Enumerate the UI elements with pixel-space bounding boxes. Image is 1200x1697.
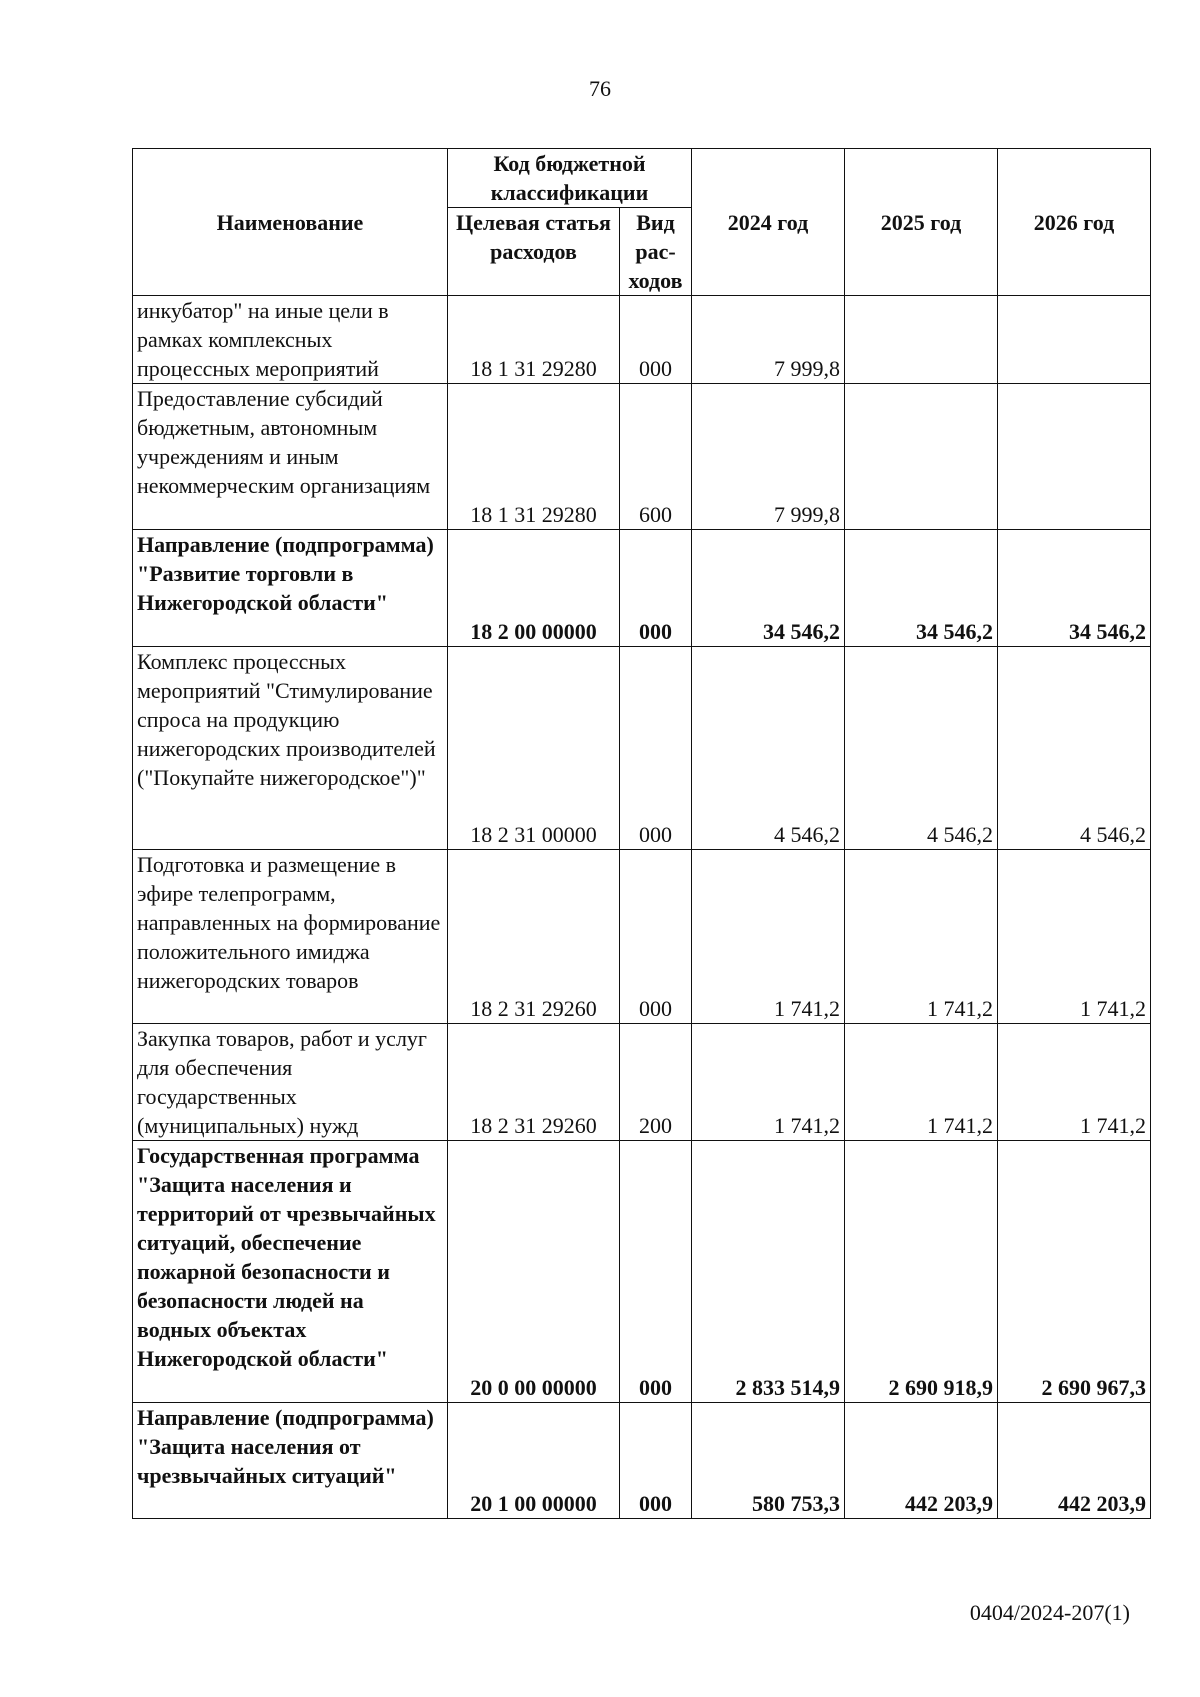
row-2026: 1 741,2	[998, 1024, 1151, 1141]
row-code: 18 2 00 00000	[448, 530, 620, 647]
row-name: Государственная программа "Защита населения и территорий от чрезвычайных ситуаций, обеспечение пожарной безопасности и безопасности людей на водных объектах Нижегородской области"	[133, 1141, 448, 1403]
row-name: Направление (подпрограмма) "Защита населения от чрезвычайных ситуаций"	[133, 1403, 448, 1519]
document-id: 0404/2024-207(1)	[969, 1600, 1130, 1625]
row-2026	[998, 384, 1151, 530]
row-name: Подготовка и размещение в эфире телепрограмм, направленных на формирование положительного имиджа нижегородских товаров	[133, 850, 448, 1024]
row-name: Направление (подпрограмма) "Развитие торговли в Нижегородской области"	[133, 530, 448, 647]
header-kind: Вид рас-ходов	[620, 208, 692, 296]
row-kind: 000	[620, 1403, 692, 1519]
header-2026: 2026 год	[998, 149, 1151, 296]
header-2024: 2024 год	[692, 149, 845, 296]
row-2025	[845, 296, 998, 384]
row-2026: 442 203,9	[998, 1403, 1151, 1519]
row-2026: 4 546,2	[998, 647, 1151, 850]
row-name: Предоставление субсидий бюджетным, автономным учреждениям и иным некоммерческим организациям	[133, 384, 448, 530]
row-kind: 000	[620, 647, 692, 850]
row-2024: 580 753,3	[692, 1403, 845, 1519]
row-kind: 000	[620, 296, 692, 384]
row-2025: 2 690 918,9	[845, 1141, 998, 1403]
row-2025: 34 546,2	[845, 530, 998, 647]
row-2024: 7 999,8	[692, 384, 845, 530]
row-2024: 1 741,2	[692, 850, 845, 1024]
row-2025: 442 203,9	[845, 1403, 998, 1519]
row-code: 18 2 31 29260	[448, 1024, 620, 1141]
budget-table	[132, 148, 1151, 1519]
header-target: Целевая статья расходов	[448, 208, 620, 296]
header-2025: 2025 год	[845, 149, 998, 296]
header-name: Наименование	[133, 149, 448, 296]
row-2025	[845, 384, 998, 530]
row-kind: 000	[620, 530, 692, 647]
row-2024: 4 546,2	[692, 647, 845, 850]
row-kind: 200	[620, 1024, 692, 1141]
row-2026: 34 546,2	[998, 530, 1151, 647]
row-2025: 1 741,2	[845, 850, 998, 1024]
table-row	[133, 530, 1151, 647]
table-row	[133, 850, 1151, 1024]
row-2026: 2 690 967,3	[998, 1141, 1151, 1403]
row-code: 18 1 31 29280	[448, 384, 620, 530]
row-kind: 600	[620, 384, 692, 530]
row-name: инкубатор" на иные цели в рамках комплексных процессных мероприятий	[133, 296, 448, 384]
row-code: 20 0 00 00000	[448, 1141, 620, 1403]
row-code: 18 2 31 29260	[448, 850, 620, 1024]
table-row	[133, 1403, 1151, 1519]
table-header	[133, 149, 1151, 296]
header-kbk: Код бюджетной классификации	[448, 149, 692, 208]
row-name: Комплекс процессных мероприятий "Стимулирование спроса на продукцию нижегородских производителей ("Покупайте нижегородское")"	[133, 647, 448, 850]
row-2025: 1 741,2	[845, 1024, 998, 1141]
row-code: 20 1 00 00000	[448, 1403, 620, 1519]
table-row	[133, 647, 1151, 850]
row-2024: 7 999,8	[692, 296, 845, 384]
table-row	[133, 384, 1151, 530]
row-code: 18 2 31 00000	[448, 647, 620, 850]
table-row	[133, 1141, 1151, 1403]
row-code: 18 1 31 29280	[448, 296, 620, 384]
row-2025: 4 546,2	[845, 647, 998, 850]
row-2024: 2 833 514,9	[692, 1141, 845, 1403]
row-2024: 34 546,2	[692, 530, 845, 647]
page-number: 76	[589, 76, 611, 101]
table-row	[133, 296, 1151, 384]
row-name: Закупка товаров, работ и услуг для обеспечения государственных (муниципальных) нужд	[133, 1024, 448, 1141]
row-kind: 000	[620, 1141, 692, 1403]
row-2026: 1 741,2	[998, 850, 1151, 1024]
row-2026	[998, 296, 1151, 384]
row-2024: 1 741,2	[692, 1024, 845, 1141]
row-kind: 000	[620, 850, 692, 1024]
table-row	[133, 1024, 1151, 1141]
